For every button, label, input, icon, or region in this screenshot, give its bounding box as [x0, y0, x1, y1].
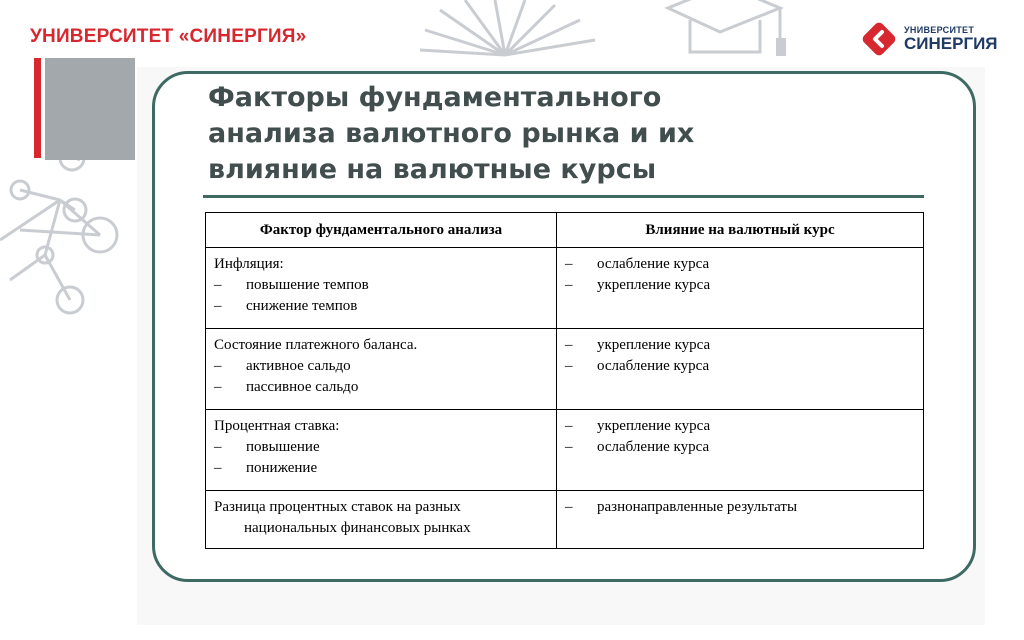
- column-header-factor: Фактор фундаментального анализа: [206, 213, 557, 248]
- effect-item: ослабление курса: [597, 256, 710, 272]
- factor-label: Инфляция:: [214, 256, 284, 272]
- effect-item: ослабление курса: [597, 358, 710, 374]
- factor-item: снижение темпов: [246, 298, 358, 314]
- title-line: влияние на валютные курсы: [208, 154, 657, 185]
- synergy-logo-icon: [860, 20, 898, 58]
- effect-item: ослабление курса: [597, 439, 710, 455]
- factor-label: Процентная ставка:: [214, 418, 340, 434]
- table-header-row: [206, 213, 924, 248]
- effect-cell: – укрепление курса – ослабление курса: [557, 329, 924, 410]
- accent-block: [45, 58, 135, 160]
- effect-item: укрепление курса: [597, 277, 711, 293]
- factor-item: понижение: [246, 460, 318, 476]
- title-underline: [203, 195, 924, 198]
- effect-item: укрепление курса: [597, 337, 711, 353]
- effect-item: укрепление курса: [597, 418, 711, 434]
- factor-item: повышение: [246, 439, 320, 455]
- accent-bar: [34, 58, 41, 158]
- factor-cell: [206, 491, 557, 549]
- factor-cell: Процентная ставка: – повышение – понижение: [206, 410, 557, 491]
- factor-cell: Состояние платежного баланса. – активное сальдо – пассивное сальдо: [206, 329, 557, 410]
- factor-cell: Инфляция: – повышение темпов – снижение темпов: [206, 248, 557, 329]
- brand-name: УНИВЕРСИТЕТ «СИНЕРГИЯ»: [30, 26, 307, 47]
- synergy-logo: [860, 20, 998, 58]
- factor-label-continued: национальных финансовых рынках: [244, 520, 471, 536]
- title-line: анализа валютного рынка и их: [208, 118, 695, 149]
- factor-item: пассивное сальдо: [246, 379, 359, 395]
- table-row: [206, 329, 924, 410]
- slide-title: [208, 80, 908, 188]
- title-line: Факторы фундаментального: [208, 82, 662, 113]
- factor-item: повышение темпов: [246, 277, 369, 293]
- effect-item: разнонаправленные результаты: [597, 499, 798, 515]
- logo-small-text: УНИВЕРСИТЕТ: [904, 25, 975, 35]
- table-row: [206, 248, 924, 329]
- factor-item: активное сальдо: [246, 358, 351, 374]
- factor-label: Состояние платежного баланса.: [214, 337, 418, 353]
- effect-cell: – разнонаправленные результаты: [557, 491, 924, 549]
- table-row: [206, 491, 924, 549]
- logo-big-text: СИНЕРГИЯ: [904, 34, 998, 53]
- table-row: [206, 410, 924, 491]
- effect-cell: – ослабление курса – укрепление курса: [557, 248, 924, 329]
- effect-cell: – укрепление курса – ослабление курса: [557, 410, 924, 491]
- factor-label: Разница процентных ставок на разных: [214, 499, 461, 515]
- column-header-effect: Влияние на валютный курс: [557, 213, 924, 248]
- factors-table: [205, 212, 924, 549]
